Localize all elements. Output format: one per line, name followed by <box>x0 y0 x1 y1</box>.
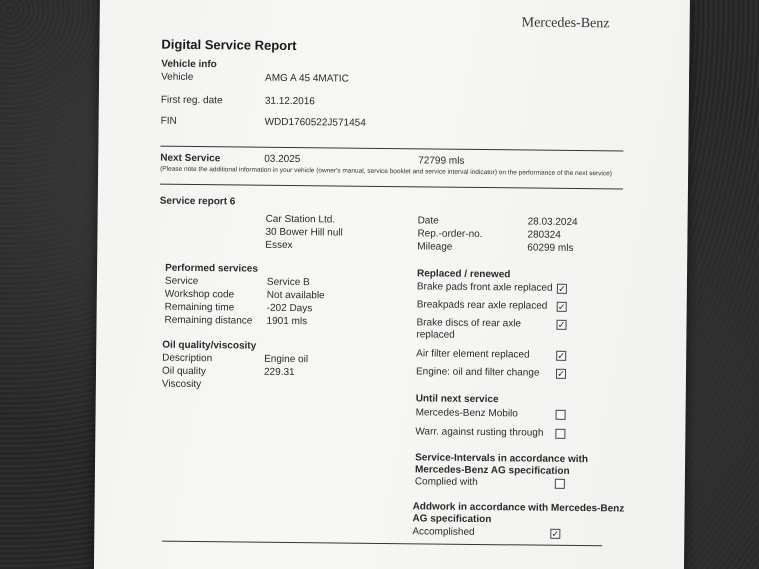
mileage-label: Mileage <box>417 241 453 253</box>
check-icon: ✓ <box>557 319 566 330</box>
addwork-heading-line2: AG specification <box>412 513 492 526</box>
oil-quality-label: Oil quality <box>161 365 206 378</box>
replaced-item-label: Brake pads front axle replaced <box>416 281 553 294</box>
divider <box>162 541 602 547</box>
performed-services-heading: Performed services <box>165 262 258 275</box>
check-icon: ✓ <box>557 368 565 379</box>
dealer-county: Essex <box>265 239 293 252</box>
mileage-value: 60299 mls <box>527 242 574 254</box>
next-service-mileage: 72799 mls <box>418 155 465 167</box>
vehicle-label: Vehicle <box>161 71 194 83</box>
addwork-heading-line1: Addwork in accordance with Mercedes-Benz <box>412 501 625 515</box>
oil-description-value: Engine oil <box>264 353 309 366</box>
remaining-distance-value: 1901 mls <box>266 315 308 328</box>
check-icon: ✓ <box>551 528 560 539</box>
check-icon: ✓ <box>557 301 566 312</box>
next-service-note: (Please note the additional information in your vehicle (owner's manual, service booklet and service interval indicator) on the performance of the next service) <box>160 165 612 178</box>
brand-wordmark: Mercedes-Benz <box>521 15 610 32</box>
replaced-item-label: Breakpads rear axle replaced <box>416 299 548 312</box>
first-reg-label: First reg. date <box>160 94 223 107</box>
rep-order-value: 280324 <box>527 229 561 241</box>
divider <box>160 146 623 152</box>
viscosity-label: Viscosity <box>161 378 202 391</box>
fin-label: FIN <box>160 115 177 127</box>
date-label: Date <box>417 215 439 227</box>
intervals-heading-line1: Service-Intervals in accordance with <box>415 452 589 466</box>
service-report-sheet <box>94 0 690 569</box>
dealer-name: Car Station Ltd. <box>265 213 336 226</box>
check-icon: ✓ <box>557 350 566 361</box>
fin-value: WDD1760522J571454 <box>264 116 366 129</box>
until-next-heading: Until next service <box>415 393 499 406</box>
service-value: Service B <box>266 276 310 289</box>
oil-description-label: Description <box>162 352 213 365</box>
vehicle-info-heading: Vehicle info <box>161 58 217 71</box>
next-service-label: Next Service <box>160 152 221 165</box>
rep-order-label: Rep.-order-no. <box>417 228 483 241</box>
replaced-item-label-cont: replaced <box>416 329 455 341</box>
checkbox-empty-icon <box>555 479 565 489</box>
oil-quality-value: 229.31 <box>263 366 295 379</box>
divider <box>160 184 623 190</box>
service-label: Service <box>164 275 199 288</box>
remaining-time-label: Remaining time <box>164 301 235 314</box>
first-reg-value: 31.12.2016 <box>264 95 315 108</box>
workshop-code-label: Workshop code <box>164 288 235 301</box>
replaced-item-label: Air filter element replaced <box>416 348 530 361</box>
dealer-address: 30 Bower Hill null <box>265 226 343 239</box>
intervals-heading-line2: Mercedes-Benz AG specification <box>414 464 570 477</box>
page-title: Digital Service Report <box>161 36 297 54</box>
until-next-item-label: Mercedes-Benz Mobilo <box>415 407 518 420</box>
complied-with-label: Complied with <box>414 476 478 488</box>
date-value: 28.03.2024 <box>527 216 578 229</box>
checkbox-empty-icon <box>556 410 566 420</box>
check-icon: ✓ <box>558 283 566 294</box>
remaining-time-value: -202 Days <box>266 302 313 315</box>
service-report-heading: Service report 6 <box>159 195 236 208</box>
until-next-item-label: Warr. against rusting through <box>415 426 544 439</box>
replaced-heading: Replaced / renewed <box>416 268 511 281</box>
replaced-item-label: Engine: oil and filter change <box>415 366 540 379</box>
remaining-distance-label: Remaining distance <box>164 314 253 327</box>
replaced-item-label: Brake discs of rear axle <box>416 317 522 330</box>
checkbox-empty-icon <box>555 429 565 439</box>
vehicle-value: AMG A 45 4MATIC <box>265 72 349 85</box>
oil-quality-heading: Oil quality/viscosity <box>162 339 257 352</box>
accomplished-label: Accomplished <box>412 526 475 538</box>
next-service-date: 03.2025 <box>264 153 301 166</box>
workshop-code-value: Not available <box>266 289 325 302</box>
